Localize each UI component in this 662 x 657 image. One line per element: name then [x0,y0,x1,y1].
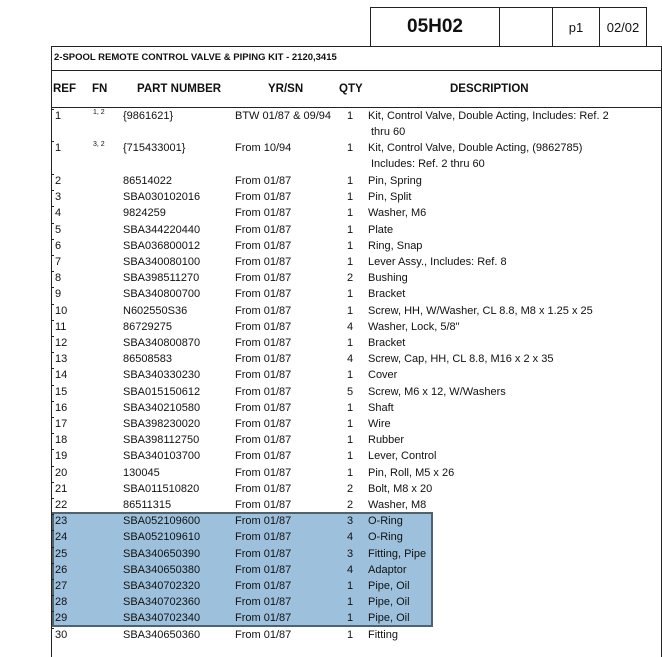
description-continuation: thru 60 [371,126,406,138]
description-cell: Plate [368,223,394,236]
yr-sn-cell: From 01/87 [235,563,292,576]
description-cell: Pin, Roll, M5 x 26 [368,466,455,479]
description-cell: Pin, Split [368,191,412,204]
ref-cell: 15 [55,385,68,398]
ref-cell: 1 [55,110,62,122]
row-tick [51,466,54,467]
row-tick [51,563,54,564]
qty-cell: 1 [347,612,354,625]
part-number-cell: SBA340650390 [123,547,201,560]
qty-cell: 1 [347,207,354,220]
part-number-cell: SBA011510820 [123,482,200,495]
part-number-cell: SBA340210580 [123,401,201,414]
row-tick [51,498,54,499]
col-header-ref: REF [53,83,76,95]
description-cell: Washer, M6 [368,207,427,220]
part-number-cell: SBA052109600 [123,515,201,528]
row-tick [51,482,54,483]
ref-cell: 22 [55,499,68,511]
ref-cell: 2 [55,175,62,187]
description-cell: Screw, Cap, HH, CL 8.8, M16 x 2 x 35 [368,353,554,366]
qty-cell: 3 [347,547,354,560]
qty-cell: 2 [347,272,354,285]
yr-sn-cell: From 01/87 [235,596,292,609]
row-tick [51,514,54,515]
description-cell: Rubber [368,434,405,447]
row-tick [51,449,54,450]
description-continuation: Includes: Ref. 2 thru 60 [371,158,485,170]
ref-cell: 12 [55,337,68,349]
description-cell: Pipe, Oil [368,612,410,625]
row-tick [51,336,54,337]
ref-cell: 8 [55,272,62,285]
part-number-cell: N602550S36 [123,304,188,317]
description-cell: Lever, Control [368,450,437,463]
description-cell: Fitting [368,628,398,641]
qty-cell: 5 [347,385,354,398]
qty-cell: 2 [347,499,354,511]
yr-sn-cell: From 01/87 [235,466,292,479]
qty-cell: 1 [347,418,354,430]
row-tick [51,239,54,240]
qty-cell: 1 [347,628,354,641]
part-number-cell: SBA340800700 [123,288,201,301]
yr-sn-cell: From 01/87 [235,288,292,301]
description-cell: Bracket [368,288,406,301]
ref-cell: 11 [55,320,67,333]
yr-sn-cell: From 01/87 [235,223,292,236]
yr-sn-cell: From 01/87 [235,239,292,252]
ref-cell: 14 [55,369,68,382]
header-blank-cell [500,8,553,46]
part-number-cell: 86511315 [123,499,172,511]
yr-sn-cell: From 01/87 [235,531,292,544]
qty-cell: 1 [347,369,354,382]
yr-sn-cell: From 10/94 [235,142,292,154]
qty-cell: 1 [347,596,354,609]
part-number-cell: SBA398511270 [123,272,200,285]
qty-cell: 4 [347,320,354,333]
qty-cell: 1 [347,256,354,268]
qty-cell: 1 [347,239,354,252]
yr-sn-cell: From 01/87 [235,434,292,447]
qty-cell: 1 [347,223,354,236]
part-number-cell: 86729275 [123,320,172,333]
row-tick [51,595,54,596]
yr-sn-cell: From 01/87 [235,320,292,333]
row-tick [51,530,54,531]
qty-cell: 4 [347,353,354,366]
qty-cell: 1 [347,304,354,317]
col-header-desc: DESCRIPTION [450,83,529,95]
part-number-cell: SBA340080100 [123,256,201,268]
col-header-qty: QTY [339,83,363,95]
part-number-cell: SBA340702340 [123,612,201,625]
qty-cell: 4 [347,563,354,576]
part-number-cell: SBA340103700 [123,450,201,463]
row-tick [51,190,54,191]
qty-cell: 1 [347,142,354,154]
description-cell: Wire [368,418,391,430]
qty-cell: 2 [347,482,354,495]
yr-sn-cell: From 01/87 [235,337,292,349]
description-cell: Cover [368,369,398,382]
ref-cell: 25 [55,547,68,560]
row-tick [51,141,54,142]
description-cell: Bushing [368,272,408,285]
part-number-cell: SBA340702320 [123,580,201,592]
row-tick [51,287,54,288]
part-number-cell: SBA340800870 [123,337,201,349]
row-tick [51,320,54,321]
part-number-cell: SBA340650360 [123,628,201,641]
description-cell: Screw, M6 x 12, W/Washers [368,385,506,398]
description-cell: O-Ring [368,515,403,528]
yr-sn-cell: From 01/87 [235,304,292,317]
yr-sn-cell: From 01/87 [235,418,292,430]
ref-cell: 24 [55,531,68,544]
row-tick [51,385,54,386]
part-number-cell: SBA052109610 [123,531,201,544]
yr-sn-cell: From 01/87 [235,385,292,398]
row-tick [51,417,54,418]
header-box [370,7,647,47]
yr-sn-cell: BTW 01/87 & 09/94 [235,110,331,122]
qty-cell: 1 [347,450,354,463]
ref-cell: 20 [55,466,68,479]
divider [51,70,661,71]
qty-cell: 4 [347,531,354,544]
part-number-cell: 86508583 [123,353,172,366]
part-number-cell: SBA398112750 [123,434,200,447]
fn-cell: 1, 2 [93,109,105,116]
ref-cell: 1 [55,142,62,154]
row-tick [51,628,54,629]
ref-cell: 21 [55,482,68,495]
ref-cell: 28 [55,596,68,609]
ref-cell: 9 [55,288,62,301]
description-cell: Pipe, Oil [368,580,410,592]
row-tick [51,271,54,272]
qty-cell: 1 [347,401,354,414]
col-header-fn: FN [92,83,108,95]
part-number-cell: SBA015150612 [123,385,201,398]
description-cell: O-Ring [368,531,403,544]
description-cell: Bracket [368,337,406,349]
ref-cell: 30 [55,628,68,641]
row-tick [51,401,54,402]
yr-sn-cell: From 01/87 [235,401,292,414]
ref-cell: 23 [55,515,68,528]
row-tick [51,206,54,207]
yr-sn-cell: From 01/87 [235,175,292,187]
part-number-cell: {9861621} [123,110,174,122]
qty-cell: 1 [347,288,354,301]
yr-sn-cell: From 01/87 [235,272,292,285]
part-number-cell: SBA344220440 [123,223,201,236]
ref-cell: 26 [55,563,68,576]
qty-cell: 1 [347,175,354,187]
part-number-cell: SBA036800012 [123,239,201,252]
part-number-cell: SBA398230020 [123,418,201,430]
row-tick [51,433,54,434]
row-tick [51,223,54,224]
part-number-cell: SBA340330230 [123,369,201,382]
part-number-cell: 86514022 [123,175,172,187]
ref-cell: 29 [55,612,68,625]
yr-sn-cell: From 01/87 [235,207,292,220]
fn-cell: 3, 2 [93,141,105,148]
description-cell: Screw, HH, W/Washer, CL 8.8, M8 x 1.25 x 25 [368,304,593,317]
row-tick [51,304,54,305]
description-cell: Adaptor [368,563,407,576]
yr-sn-cell: From 01/87 [235,628,292,641]
qty-cell: 1 [347,466,354,479]
description-cell: Washer, Lock, 5/8" [368,320,460,333]
row-tick [51,579,54,580]
part-number-cell: 130045 [123,466,160,479]
description-cell: Shaft [368,401,394,414]
yr-sn-cell: From 01/87 [235,256,292,268]
qty-cell: 1 [347,191,354,204]
row-tick [51,547,54,548]
ref-cell: 7 [55,256,62,268]
qty-cell: 1 [347,337,354,349]
ref-cell: 18 [55,434,68,447]
ref-cell: 13 [55,353,68,366]
yr-sn-cell: From 01/87 [235,580,292,592]
ref-cell: 5 [55,223,62,236]
row-tick [51,611,54,612]
part-number-cell: SBA340650380 [123,563,201,576]
col-header-part: PART NUMBER [137,83,222,95]
col-header-yrsn: YR/SN [268,83,304,95]
description-cell: Ring, Snap [368,239,423,252]
part-number-cell: {715433001} [123,142,186,154]
part-number-cell: SBA340702360 [123,596,201,609]
ref-cell: 19 [55,450,68,463]
part-number-cell: SBA030102016 [123,191,201,204]
description-cell: Fitting, Pipe [368,547,427,560]
yr-sn-cell: From 01/87 [235,353,292,366]
description-cell: Pipe, Oil [368,596,410,609]
page-number: p1 [553,8,600,46]
qty-cell: 1 [347,110,354,122]
row-tick [51,109,54,110]
yr-sn-cell: From 01/87 [235,369,292,382]
section-code: 05H02 [371,8,500,46]
table-title: 2-SPOOL REMOTE CONTROL VALVE & PIPING KIT - 2120,3415 [54,52,337,63]
ref-cell: 10 [55,304,68,317]
yr-sn-cell: From 01/87 [235,612,292,625]
yr-sn-cell: From 01/87 [235,499,292,511]
qty-cell: 1 [347,580,354,592]
ref-cell: 4 [55,207,62,220]
description-cell: Washer, M8 [368,499,427,511]
yr-sn-cell: From 01/87 [235,191,292,204]
revision-date: 02/02 [606,19,640,35]
description-cell: Pin, Spring [368,175,422,187]
row-tick [51,368,54,369]
row-tick [51,255,54,256]
yr-sn-cell: From 01/87 [235,450,292,463]
ref-cell: 17 [55,418,68,430]
row-tick [51,352,54,353]
ref-cell: 27 [55,580,68,592]
description-cell: Kit, Control Valve, Double Acting, Includes: Ref. 2 [368,110,609,122]
part-number-cell: 9824259 [123,207,166,220]
qty-cell: 1 [347,434,354,447]
description-cell: Lever Assy., Includes: Ref. 8 [368,256,507,268]
qty-cell: 3 [347,515,354,528]
yr-sn-cell: From 01/87 [235,547,292,560]
row-tick [51,174,54,175]
yr-sn-cell: From 01/87 [235,482,292,495]
description-cell: Bolt, M8 x 20 [368,482,433,495]
description-cell: Kit, Control Valve, Double Acting, (9862785) [368,142,583,154]
yr-sn-cell: From 01/87 [235,515,292,528]
ref-cell: 6 [55,239,62,252]
ref-cell: 3 [55,191,62,204]
ref-cell: 16 [55,401,68,414]
